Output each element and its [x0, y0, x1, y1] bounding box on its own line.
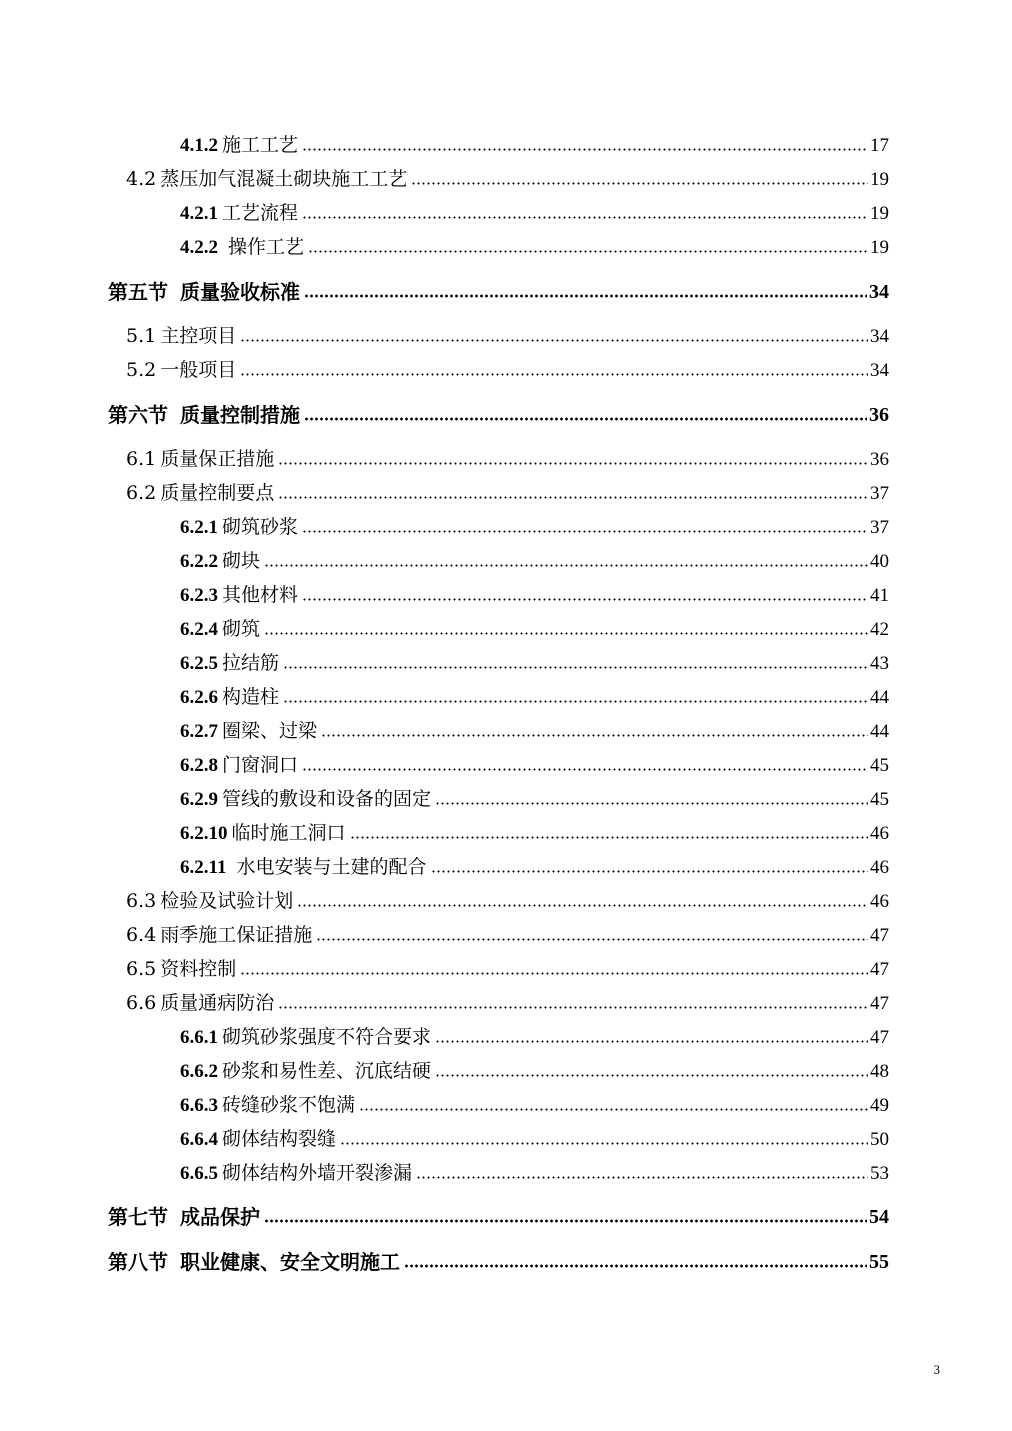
- toc-entry-page: 46: [870, 823, 889, 844]
- toc-entry-number: 6.4: [126, 924, 157, 946]
- toc-dot-leader: [304, 410, 867, 422]
- toc-dot-leader: [302, 760, 868, 772]
- toc-entry-number: 6.5: [126, 958, 157, 980]
- toc-entry-number: 6.2.10: [180, 823, 228, 844]
- toc-dot-leader: [264, 1212, 867, 1224]
- toc-entry-number: 4.2: [126, 168, 157, 190]
- toc-entry[interactable]: [126, 985, 889, 1013]
- toc-entry-title: 资料控制: [160, 958, 237, 980]
- toc-entry-title: 工艺流程: [222, 202, 299, 224]
- toc-entry-number: 5.1: [126, 325, 157, 347]
- toc-entry[interactable]: [108, 397, 889, 425]
- toc-entry-number: 6.2.8: [180, 755, 218, 776]
- toc-entry-page: 17: [870, 135, 889, 156]
- toc-entry[interactable]: [180, 781, 889, 809]
- toc-entry-page: 19: [870, 237, 889, 258]
- toc-entry[interactable]: [180, 611, 889, 639]
- toc-entry-number: 6.2.2: [180, 551, 218, 572]
- toc-entry-number: 6.2.1: [180, 517, 218, 538]
- toc-entry-number: 6.2.5: [180, 653, 218, 674]
- toc-dot-leader: [283, 692, 868, 704]
- toc-entry[interactable]: [126, 161, 889, 189]
- toc-entry-title: 门窗洞口: [222, 754, 299, 776]
- toc-entry[interactable]: [180, 815, 889, 843]
- toc-entry-number: 6.2.4: [180, 619, 218, 640]
- toc-entry-page: 44: [870, 721, 889, 742]
- toc-entry-number: 6.2.6: [180, 687, 218, 708]
- toc-entry[interactable]: [180, 1053, 889, 1081]
- toc-entry-title: 质量保正措施: [160, 448, 275, 470]
- toc-entry-page: 41: [870, 585, 889, 606]
- toc-entry[interactable]: [180, 645, 889, 673]
- toc-entry[interactable]: [180, 679, 889, 707]
- toc-entry-title: 砌筑: [222, 618, 261, 640]
- toc-dot-leader: [283, 658, 868, 670]
- toc-dot-leader: [431, 862, 869, 874]
- toc-entry-page: 42: [870, 619, 889, 640]
- toc-entry-number: 6.1: [126, 448, 157, 470]
- toc-entry-page: 19: [870, 203, 889, 224]
- toc-entry[interactable]: [126, 352, 889, 380]
- toc-entry-number: 6.2.11: [180, 857, 227, 878]
- toc-entry-title: 其他材料: [222, 584, 299, 606]
- toc-entry-page: 48: [870, 1061, 889, 1082]
- toc-dot-leader: [435, 794, 868, 806]
- toc-entry-number: 第六节: [108, 403, 168, 427]
- toc-entry-title: 砖缝砂浆不饱满: [222, 1094, 356, 1116]
- toc-entry-page: 46: [870, 891, 889, 912]
- toc-entry[interactable]: [180, 713, 889, 741]
- toc-dot-leader: [321, 726, 868, 738]
- toc-entry[interactable]: [180, 509, 889, 537]
- toc-entry[interactable]: [126, 441, 889, 469]
- toc-entry-number: 4.2.2: [180, 237, 218, 258]
- toc-entry-title: 临时施工洞口: [231, 822, 346, 844]
- toc-entry[interactable]: [180, 1087, 889, 1115]
- toc-entry-page: 54: [869, 1206, 889, 1228]
- toc-entry-title: 质量验收标准: [180, 280, 300, 304]
- toc-entry-title: 砌体结构外墙开裂渗漏: [222, 1162, 413, 1184]
- toc-entry[interactable]: [180, 747, 889, 775]
- toc-entry-page: 34: [869, 281, 889, 303]
- toc-entry-number: 6.2.9: [180, 789, 218, 810]
- toc-entry-number: 6.6.1: [180, 1027, 218, 1048]
- toc-entry-title: 雨季施工保证措施: [160, 924, 313, 946]
- toc-entry-page: 45: [870, 789, 889, 810]
- toc-entry-page: 34: [870, 360, 889, 381]
- toc-entry-title: 检验及试验计划: [160, 890, 294, 912]
- toc-entry-page: 55: [869, 1251, 889, 1273]
- toc-entry-page: 43: [870, 653, 889, 674]
- toc-entry[interactable]: [180, 1121, 889, 1149]
- toc-entry[interactable]: [180, 195, 889, 223]
- toc-entry-number: 6.2.3: [180, 585, 218, 606]
- toc-entry[interactable]: [180, 543, 889, 571]
- toc-entry-title: 拉结筋: [222, 652, 280, 674]
- toc-entry-number: 4.1.2: [180, 135, 218, 156]
- toc-entry-title: 质量控制措施: [180, 403, 300, 427]
- toc-dot-leader: [340, 1134, 868, 1146]
- page-number: 3: [933, 1362, 940, 1377]
- toc-dot-leader: [264, 624, 868, 636]
- toc-dot-leader: [240, 964, 868, 976]
- toc-entry-number: 6.6: [126, 992, 157, 1014]
- toc-entry[interactable]: [126, 883, 889, 911]
- toc-dot-leader: [435, 1066, 868, 1078]
- toc-entry-number: 6.2: [126, 482, 157, 504]
- toc-entry[interactable]: [108, 1244, 889, 1272]
- toc-entry[interactable]: [180, 229, 889, 257]
- toc-entry-page: 36: [870, 449, 889, 470]
- toc-dot-leader: [278, 454, 868, 466]
- toc-entry-title: 质量通病防治: [160, 992, 275, 1014]
- toc-entry-page: 50: [870, 1129, 889, 1150]
- toc-entry[interactable]: [180, 577, 889, 605]
- toc-entry[interactable]: [126, 917, 889, 945]
- toc-entry-title: 职业健康、安全文明施工: [180, 1250, 400, 1274]
- toc-entry-number: 第七节: [108, 1205, 168, 1229]
- toc-entry-page: 19: [870, 169, 889, 190]
- toc-entry[interactable]: [126, 318, 889, 346]
- toc-entry-title: 砂浆和易性差、沉底结硬: [222, 1060, 432, 1082]
- toc-entry-page: 47: [870, 925, 889, 946]
- toc-entry[interactable]: [126, 951, 889, 979]
- toc-entry-title: 砌体结构裂缝: [222, 1128, 337, 1150]
- toc-entry-number: 6.6.2: [180, 1061, 218, 1082]
- toc-dot-leader: [302, 590, 868, 602]
- toc-entry[interactable]: [108, 1199, 889, 1227]
- toc-dot-leader: [297, 896, 868, 908]
- toc-entry-number: 6.6.5: [180, 1163, 218, 1184]
- toc-entry-page: 47: [870, 1027, 889, 1048]
- toc-entry-page: 37: [870, 483, 889, 504]
- toc-dot-leader: [264, 556, 868, 568]
- toc-dot-leader: [302, 522, 868, 534]
- toc-entry[interactable]: [180, 1155, 889, 1183]
- toc-entry-page: 40: [870, 551, 889, 572]
- toc-entry-title: 一般项目: [160, 359, 237, 381]
- toc-dot-leader: [316, 930, 868, 942]
- toc-dot-leader: [411, 174, 868, 186]
- toc-entry-page: 47: [870, 993, 889, 1014]
- toc-entry-title: 砌筑砂浆: [222, 516, 299, 538]
- toc-entry-number: 6.6.3: [180, 1095, 218, 1116]
- toc-entry[interactable]: [180, 127, 889, 155]
- toc-dot-leader: [278, 488, 868, 500]
- toc-entry-title: 构造柱: [222, 686, 280, 708]
- toc-dot-leader: [240, 365, 868, 377]
- toc-entry-title: 水电安装与土建的配合: [230, 856, 427, 878]
- toc-dot-leader: [359, 1100, 868, 1112]
- toc-entry-page: 36: [869, 404, 889, 426]
- toc-dot-leader: [404, 1257, 867, 1269]
- toc-entry[interactable]: [108, 274, 889, 302]
- toc-entry-page: 44: [870, 687, 889, 708]
- toc-entry-title: 砌筑砂浆强度不符合要求: [222, 1026, 432, 1048]
- toc-entry-number: 4.2.1: [180, 203, 218, 224]
- toc-dot-leader: [304, 287, 867, 299]
- toc-dot-leader: [302, 208, 868, 220]
- toc-entry-page: 49: [870, 1095, 889, 1116]
- toc-entry-title: 主控项目: [160, 325, 237, 347]
- toc-entry-title: 质量控制要点: [160, 482, 275, 504]
- toc-entry-title: 蒸压加气混凝土砌块施工工艺: [160, 168, 408, 190]
- toc-entry-title: 管线的敷设和设备的固定: [222, 788, 432, 810]
- toc-dot-leader: [302, 140, 868, 152]
- toc-entry-number: 6.6.4: [180, 1129, 218, 1150]
- toc-entry-title: 操作工艺: [222, 236, 305, 258]
- toc-entry-page: 53: [870, 1163, 889, 1184]
- toc-dot-leader: [416, 1168, 868, 1180]
- toc-dot-leader: [350, 828, 868, 840]
- toc-entry-page: 37: [870, 517, 889, 538]
- toc-entry-number: 5.2: [126, 359, 157, 381]
- toc-entry-title: 砌块: [222, 550, 261, 572]
- toc-entry-title: 圈梁、过梁: [222, 720, 318, 742]
- toc-entry-title: 施工工艺: [222, 134, 299, 156]
- toc-entry-page: 34: [870, 326, 889, 347]
- toc-dot-leader: [435, 1032, 868, 1044]
- toc-entry-number: 6.3: [126, 890, 157, 912]
- toc-dot-leader: [308, 242, 868, 254]
- toc-entry-number: 第八节: [108, 1250, 168, 1274]
- toc-entry-page: 45: [870, 755, 889, 776]
- toc-entry[interactable]: [126, 475, 889, 503]
- toc-dot-leader: [278, 998, 868, 1010]
- toc-entry[interactable]: [180, 1019, 889, 1047]
- toc-dot-leader: [240, 331, 868, 343]
- toc-entry-number: 第五节: [108, 280, 168, 304]
- toc-entry[interactable]: [180, 849, 889, 877]
- toc-entry-page: 46: [870, 857, 889, 878]
- toc-entry-page: 47: [870, 959, 889, 980]
- toc-entry-number: 6.2.7: [180, 721, 218, 742]
- toc-entry-title: 成品保护: [180, 1205, 260, 1229]
